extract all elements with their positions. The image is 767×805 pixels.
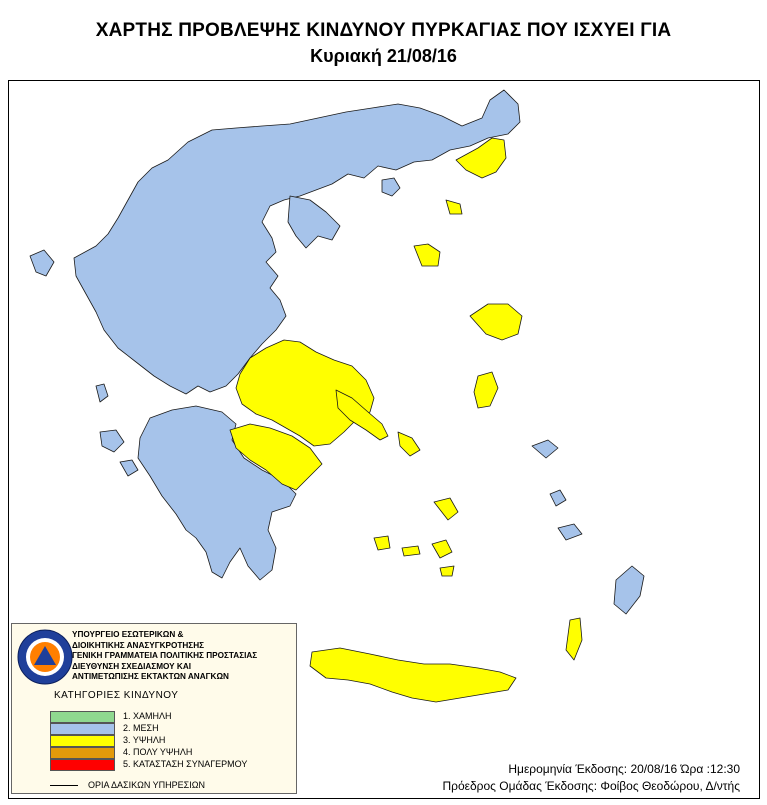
boundary-line	[50, 785, 78, 786]
region-kos	[558, 524, 582, 540]
legend-label: 5. ΚΑΤΑΣΤΑΣΗ ΣΥΝΑΓΕΡΜΟΥ	[123, 759, 248, 769]
legend-label: 1. ΧΑΜΗΛΗ	[123, 711, 172, 721]
legend-label: 4. ΠΟΛΥ ΥΨΗΛΗ	[123, 747, 193, 757]
region-kefalonia	[100, 430, 124, 452]
legend-swatch	[50, 747, 115, 759]
region-thira	[440, 566, 454, 576]
ministry-text	[72, 630, 296, 683]
legend-swatch	[50, 711, 115, 723]
region-skyros	[398, 432, 420, 456]
issue-chair: Πρόεδρος Ομάδας Έκδοσης: Φοίβος Θεοδώρου, Δ/ντής	[442, 779, 740, 793]
map-date: Κυριακή 21/08/16	[310, 46, 457, 66]
ministry-line: ΔΙΟΙΚΗΤΙΚΗΣ ΑΝΑΣΥΓΚΡΟΤΗΣΗΣ	[72, 640, 205, 650]
region-lefkada	[96, 384, 108, 402]
ministry-line: ΥΠΟΥΡΓΕΙΟ ΕΣΩΤΕΡΙΚΩΝ &	[72, 630, 184, 639]
map-title: ΧΑΡΤΗΣ ΠΡΟΒΛΕΨΗΣ ΚΙΝΔΥΝΟΥ ΠΥΡΚΑΓΙΑΣ ΠΟΥ ΙΣΧΥΕΙ ΓΙΑ	[95, 20, 672, 41]
region-lesvos	[470, 304, 522, 340]
region-lemnos	[414, 244, 440, 266]
region-samos-ikaria	[532, 440, 558, 458]
region-karpathos	[566, 618, 582, 660]
legend-label: 3. ΥΨΗΛΗ	[123, 735, 166, 745]
legend-box	[11, 623, 297, 794]
ministry-line: ΓΕΝΙΚΗ ΓΡΑΜΜΑΤΕΙΑ ΠΟΛΙΤΙΚΗΣ ΠΡΟΣΤΑΣΙΑΣ	[72, 651, 258, 661]
region-zakynthos	[120, 460, 138, 476]
region-samothrace	[446, 200, 462, 214]
risk-categories-title: ΚΑΤΗΓΟΡΙΕΣ ΚΙΝΔΥΝΟΥ	[54, 690, 179, 701]
region-chalkidiki	[288, 196, 340, 248]
region-andros-tinos	[434, 498, 458, 520]
legend-swatch	[50, 759, 115, 771]
ministry-line: ΔΙΕΥΘΥΝΣΗ ΣΧΕΔΙΑΣΜΟΥ ΚΑΙ	[72, 661, 192, 671]
region-corfu	[30, 250, 54, 276]
issue-date: Ημερομηνία Έκδοσης: 20/08/16 Ώρα :12:30	[508, 762, 740, 776]
region-cyclades-west	[374, 536, 390, 550]
region-naxos	[432, 540, 452, 558]
legend-label: 2. ΜΕΣΗ	[123, 723, 159, 733]
boundary-label: ΟΡΙΑ ΔΑΣΙΚΩΝ ΥΠΗΡΕΣΙΩΝ	[88, 780, 205, 790]
region-leros	[550, 490, 566, 506]
region-chios	[474, 372, 498, 408]
ministry-line: ΑΝΤΙΜΕΤΩΠΙΣΗΣ ΕΚΤΑΚΤΩΝ ΑΝΑΓΚΩΝ	[72, 672, 229, 682]
region-rhodes	[614, 566, 644, 614]
region-milos	[402, 546, 420, 556]
region-crete	[310, 648, 516, 702]
legend-swatch	[50, 735, 115, 747]
region-thasos	[382, 178, 400, 196]
civil-protection-emblem	[17, 629, 73, 685]
legend-swatch	[50, 723, 115, 735]
